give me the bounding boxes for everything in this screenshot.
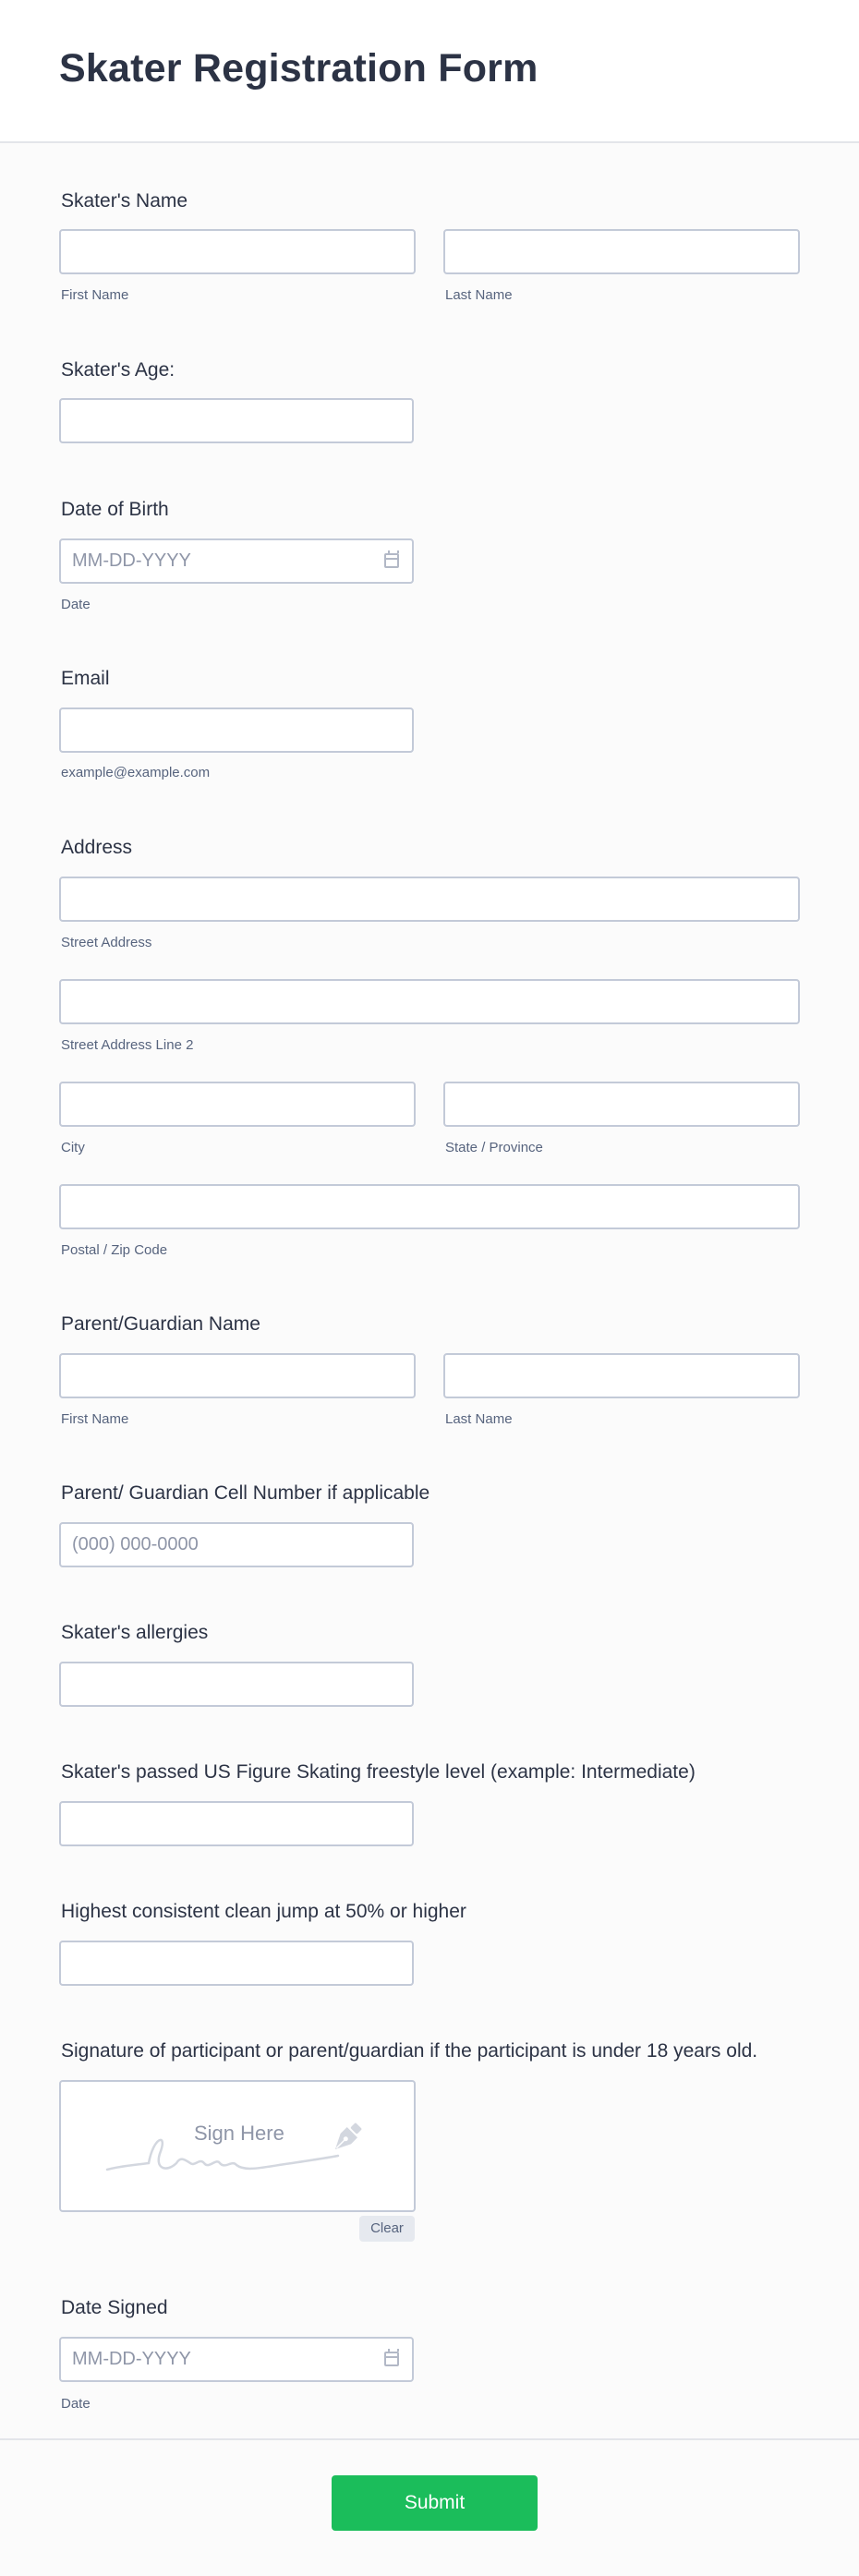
skater-last-name-input[interactable] bbox=[443, 229, 800, 274]
postal-code-input[interactable] bbox=[59, 1184, 800, 1229]
clean-jump-label: Highest consistent clean jump at 50% or higher bbox=[61, 1901, 466, 1922]
street-address-line2-input[interactable] bbox=[59, 979, 800, 1024]
allergies-label: Skater's allergies bbox=[61, 1622, 209, 1643]
form-title: Skater Registration Form bbox=[59, 46, 538, 91]
email-input[interactable] bbox=[59, 707, 414, 753]
guardian-last-name-input[interactable] bbox=[443, 1353, 800, 1398]
date-signed-sublabel: Date bbox=[61, 2396, 91, 2412]
dob-input[interactable] bbox=[59, 538, 414, 584]
street-address-sublabel: Street Address bbox=[61, 935, 152, 950]
date-signed-input[interactable] bbox=[59, 2337, 414, 2382]
street-address-line2-sublabel: Street Address Line 2 bbox=[61, 1037, 194, 1053]
skater-first-name-sublabel: First Name bbox=[61, 287, 129, 303]
skater-age-label: Skater's Age: bbox=[61, 359, 175, 381]
pen-icon bbox=[325, 2117, 368, 2159]
date-signed-placeholder: MM-DD-YYYY bbox=[72, 2349, 191, 2369]
signature-pad[interactable] bbox=[59, 2080, 416, 2212]
dob-label: Date of Birth bbox=[61, 499, 169, 520]
sign-here-hint: Sign Here bbox=[194, 2122, 284, 2145]
email-label: Email bbox=[61, 668, 110, 689]
postal-code-sublabel: Postal / Zip Code bbox=[61, 1242, 168, 1258]
form-header bbox=[0, 0, 859, 143]
guardian-phone-label: Parent/ Guardian Cell Number if applicable bbox=[61, 1482, 430, 1504]
skater-first-name-input[interactable] bbox=[59, 229, 416, 274]
guardian-name-label: Parent/Guardian Name bbox=[61, 1313, 260, 1335]
guardian-phone-input[interactable] bbox=[59, 1522, 414, 1567]
form-footer bbox=[0, 2438, 859, 2576]
guardian-first-name-sublabel: First Name bbox=[61, 1411, 129, 1427]
skater-age-input[interactable] bbox=[59, 398, 414, 443]
signature-label: Signature of participant or parent/guardian if the participant is under 18 years old. bbox=[61, 2040, 758, 2062]
submit-button[interactable]: Submit bbox=[332, 2475, 538, 2531]
city-input[interactable] bbox=[59, 1082, 416, 1127]
city-sublabel: City bbox=[61, 1140, 85, 1155]
guardian-last-name-sublabel: Last Name bbox=[445, 1411, 513, 1427]
freestyle-level-label: Skater's passed US Figure Skating freestyle level (example: Intermediate) bbox=[61, 1761, 696, 1783]
clean-jump-input[interactable] bbox=[59, 1941, 414, 1986]
skater-last-name-sublabel: Last Name bbox=[445, 287, 513, 303]
state-province-sublabel: State / Province bbox=[445, 1140, 543, 1155]
dob-sublabel: Date bbox=[61, 597, 91, 612]
freestyle-level-input[interactable] bbox=[59, 1801, 414, 1846]
calendar-icon[interactable] bbox=[384, 2352, 399, 2366]
address-label: Address bbox=[61, 837, 133, 858]
clear-signature-button[interactable]: Clear bbox=[359, 2216, 415, 2242]
email-sublabel: example@example.com bbox=[61, 765, 211, 780]
guardian-first-name-input[interactable] bbox=[59, 1353, 416, 1398]
guardian-phone-placeholder: (000) 000-0000 bbox=[72, 1534, 199, 1554]
street-address-input[interactable] bbox=[59, 877, 800, 922]
state-province-input[interactable] bbox=[443, 1082, 800, 1127]
calendar-icon[interactable] bbox=[384, 553, 399, 568]
skater-name-label: Skater's Name bbox=[61, 190, 188, 212]
date-signed-label: Date Signed bbox=[61, 2297, 168, 2318]
dob-placeholder: MM-DD-YYYY bbox=[72, 550, 191, 571]
allergies-input[interactable] bbox=[59, 1662, 414, 1707]
